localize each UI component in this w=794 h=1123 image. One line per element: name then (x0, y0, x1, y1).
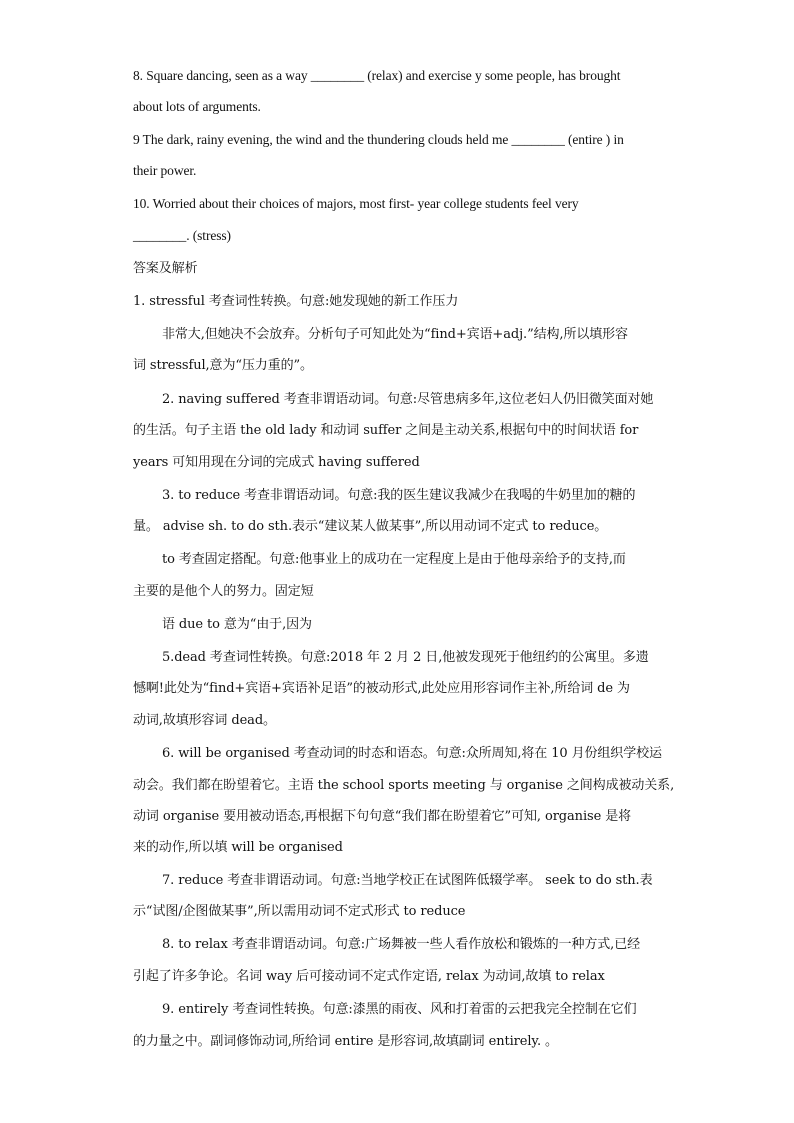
answer-line: 憾啊!此处为“find+宾语+宾语补足语”的被动形式,此处应用形容词作主补,所给词 de 为 (133, 681, 630, 696)
answer-line: to 考查固定搭配。句意:他事业上的成功在一定程度上是由于他母亲给予的支持,而 (162, 552, 626, 567)
answer-line: 量。 advise sh. to do sth.表示“建议某人做某事”,所以用动词不定式 to reduce。 (133, 519, 608, 534)
question-8-line-1: 8. Square dancing, seen as a way ________ (relax) and exercise y some people, has brought (133, 68, 621, 83)
answer-line: 6. will be organised 考查动词的时态和语态。句意:众所周知,将在 10 月份组织学校运 (162, 746, 662, 761)
answer-line: 9. entirely 考查词性转换。句意:漆黑的雨夜、风和打着雷的云把我完全控制在它们 (162, 1002, 637, 1017)
answer-heading: 答案及解析 (133, 261, 198, 276)
answer-line: 来的动作,所以填 will be organised (133, 840, 343, 855)
question-10-line-1: 10. Worried about their choices of majors, most first- year college students feel very (133, 196, 579, 211)
answer-line: 3. to reduce 考查非谓语动词。句意:我的医生建议我减少在我喝的牛奶里加的糖的 (162, 488, 636, 503)
answer-line: 5.dead 考查词性转换。句意:2018 年 2 月 2 日,他被发现死于他纽约的公寓里。多遗 (162, 650, 649, 665)
answer-line: 主要的是他个人的努力。固定短 (133, 584, 314, 599)
question-8-line-2: about lots of arguments. (133, 99, 261, 114)
question-10-line-2: ________. (stress) (133, 228, 231, 243)
answer-line: 语 due to 意为“由于,因为 (162, 617, 312, 632)
answer-line: 2. naving suffered 考查非谓语动词。句意:尽管患病多年,这位老妇人仍旧微笑面对她 (162, 392, 654, 407)
answer-line: 非常大,但她决不会放弃。分析句子可知此处为“find+宾语+adj.”结构,所以填形容 (162, 327, 628, 342)
question-9-line-1: 9 The dark, rainy evening, the wind and the thundering clouds held me ________ (entire ) in (133, 132, 624, 147)
answer-line: 的生活。句子主语 the old lady 和动词 suffer 之间是主动关系,根据句中的时间状语 for (133, 423, 639, 438)
answer-line: 1. stressful 考查词性转换。句意:她发现她的新工作压力 (133, 294, 459, 309)
answer-line: 引起了许多争论。名词 way 后可接动词不定式作定语, relax 为动词,故填 to relax (133, 969, 605, 984)
answer-line: 的力量之中。副词修饰动词,所给词 entire 是形容词,故填副词 entirely. 。 (133, 1034, 558, 1049)
answer-line: 动词,故填形容词 dead。 (133, 713, 276, 728)
question-9-line-2: their power. (133, 163, 197, 178)
answer-line: 7. reduce 考查非谓语动词。句意:当地学校正在试图阵低辍学率。 seek to do sth.表 (162, 873, 653, 888)
answer-line: 8. to relax 考查非谓语动词。句意:广场舞被一些人看作放松和锻炼的一种方式,已经 (162, 937, 641, 952)
answer-line: 动词 organise 要用被动语态,再根据下句句意“我们都在盼望着它”可知, organise 是将 (133, 809, 632, 824)
answer-line: 词 stressful,意为“压力重的”。 (133, 358, 313, 373)
answer-line: 动会。我们都在盼望着它。主语 the school sports meeting 与 organise 之间构成被动关系, (133, 778, 675, 793)
answer-line: years 可知用现在分词的完成式 having suffered (133, 455, 420, 470)
answer-line: 示“试图/企图做某事”,所以需用动词不定式形式 to reduce (133, 904, 466, 919)
